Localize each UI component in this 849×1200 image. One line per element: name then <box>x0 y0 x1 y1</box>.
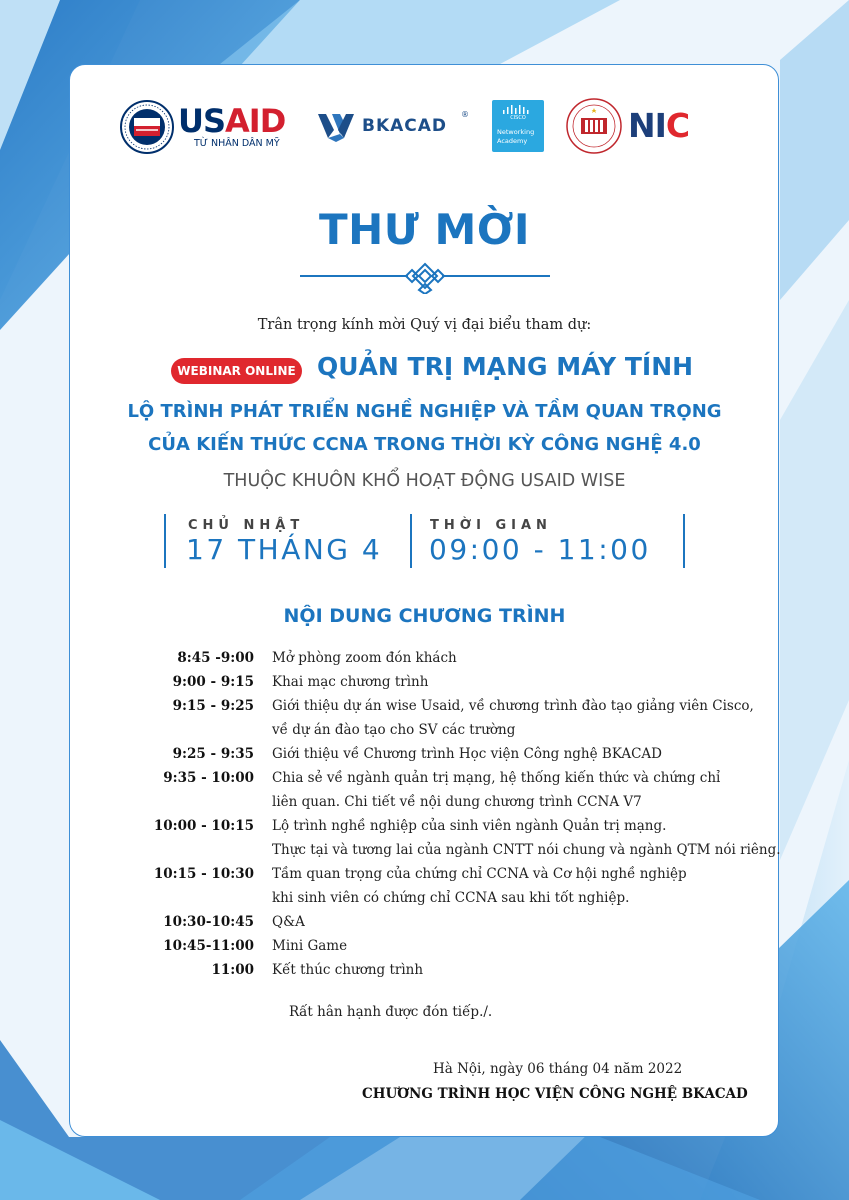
bkacad-registered-mark: ® <box>461 110 469 119</box>
schedule-row <box>150 670 790 694</box>
schedule-description <box>272 958 423 982</box>
schedule-description <box>272 646 457 670</box>
signature: CHƯƠNG TRÌNH HỌC VIỆN CÔNG NGHỆ BKACAD <box>362 1086 748 1102</box>
schedule-description <box>272 934 347 958</box>
divider-right <box>683 514 685 568</box>
schedule-line: Thực tại và tương lai của ngành CNTT nói chung và ngành QTM nói riêng. <box>272 842 781 858</box>
schedule-line: liên quan. Chi tiết về nội dung chương trình CCNA V7 <box>272 794 642 810</box>
webinar-online-badge: WEBINAR ONLINE <box>171 358 302 384</box>
schedule-time: 9:35 - 10:00 <box>163 770 254 786</box>
schedule-time: 9:15 - 9:25 <box>172 698 254 714</box>
schedule-line: Q&A <box>272 914 305 930</box>
schedule-description <box>272 766 720 814</box>
usaid-logo <box>120 98 300 156</box>
time-value: 09:00 - 11:00 <box>429 533 651 566</box>
schedule-time: 11:00 <box>211 962 254 978</box>
schedule-line: khi sinh viên có chứng chỉ CCNA sau khi tốt nghiệp. <box>272 890 630 906</box>
schedule-row <box>150 814 790 862</box>
schedule-list <box>150 646 790 982</box>
invitation-line: Trân trọng kính mời Quý vị đại biểu tham dự: <box>257 317 592 333</box>
bkacad-wordmark: BKACAD <box>362 116 448 136</box>
cisco-networking-academy-logo <box>492 100 544 152</box>
ornament-divider-icon <box>300 262 550 294</box>
schedule-description <box>272 814 781 862</box>
bkacad-logo <box>318 106 473 146</box>
schedule-line: Mini Game <box>272 938 348 954</box>
subtitle-line-1: LỘ TRÌNH PHÁT TRIỂN NGHỀ NGHIỆP VÀ TẦM QUAN TRỌNG <box>127 401 722 422</box>
schedule-row <box>150 646 790 670</box>
schedule-line: về dự án đào tạo cho SV các trường <box>272 722 516 738</box>
usaid-seal-icon <box>120 100 174 154</box>
schedule-line: Chia sẻ về ngành quản trị mạng, hệ thống kiến thức và chứng chỉ <box>272 770 721 786</box>
schedule-line: Tầm quan trọng của chứng chỉ CCNA và Cơ hội nghề nghiệp <box>272 866 687 882</box>
schedule-time: 8:45 -9:00 <box>177 650 254 666</box>
schedule-row <box>150 958 790 982</box>
cisco-line1: Networking <box>497 128 535 136</box>
schedule-description <box>272 910 305 934</box>
bkacad-mark-icon <box>318 108 360 144</box>
schedule-row <box>150 934 790 958</box>
schedule-description <box>272 670 428 694</box>
usaid-wordmark: USAID <box>178 102 286 140</box>
schedule-line: Lộ trình nghề nghiệp của sinh viên ngành Quản trị mạng. <box>272 818 667 834</box>
closing-line: Rất hân hạnh được đón tiếp./. <box>289 1004 493 1020</box>
schedule-line: Kết thúc chương trình <box>272 962 424 978</box>
event-headline: QUẢN TRỊ MẠNG MÁY TÍNH <box>317 352 694 381</box>
program-title: NỘI DUNG CHƯƠNG TRÌNH <box>283 605 566 627</box>
schedule-line: Giới thiệu dự án wise Usaid, về chương trình đào tạo giảng viên Cisco, <box>272 698 754 714</box>
subtitle-line-2: CỦA KIẾN THỨC CCNA TRONG THỜI KỲ CÔNG NGHỆ 4.0 <box>148 434 701 455</box>
place-date: Hà Nội, ngày 06 tháng 04 năm 2022 <box>433 1061 683 1077</box>
schedule-line: Mở phòng zoom đón khách <box>272 650 457 666</box>
ministry-seal-icon <box>566 98 622 154</box>
usaid-tagline: TỪ NHÂN DÂN MỸ <box>194 138 280 149</box>
schedule-description <box>272 862 687 910</box>
schedule-time: 9:25 - 9:35 <box>172 746 254 762</box>
nic-wordmark: NIC <box>628 106 690 145</box>
schedule-description <box>272 694 754 742</box>
cisco-bars-icon <box>502 105 534 115</box>
schedule-line: Khai mạc chương trình <box>272 674 429 690</box>
framework-line: THUỘC KHUÔN KHỔ HOẠT ĐỘNG USAID WISE <box>223 471 626 491</box>
cisco-brand: CISCO <box>510 115 526 121</box>
cisco-line2: Academy <box>497 137 528 145</box>
schedule-time: 10:30-10:45 <box>163 914 254 930</box>
nic-logo <box>566 98 706 154</box>
time-label: THỜI GIAN <box>430 518 552 533</box>
date-value: 17 THÁNG 4 <box>186 533 383 566</box>
schedule-row <box>150 910 790 934</box>
divider-middle <box>410 514 412 568</box>
schedule-row <box>150 694 790 742</box>
schedule-time: 10:15 - 10:30 <box>153 866 254 882</box>
schedule-description <box>272 742 662 766</box>
schedule-row <box>150 862 790 910</box>
schedule-line: Giới thiệu về Chương trình Học viện Công nghệ BKACAD <box>272 746 663 762</box>
schedule-time: 10:00 - 10:15 <box>153 818 254 834</box>
page-title: THƯ MỜI <box>318 205 531 254</box>
schedule-time: 10:45-11:00 <box>163 938 254 954</box>
date-label: CHỦ NHẬT <box>188 518 305 533</box>
schedule-row <box>150 766 790 814</box>
divider-left <box>164 514 166 568</box>
schedule-time: 9:00 - 9:15 <box>172 674 254 690</box>
schedule-row <box>150 742 790 766</box>
